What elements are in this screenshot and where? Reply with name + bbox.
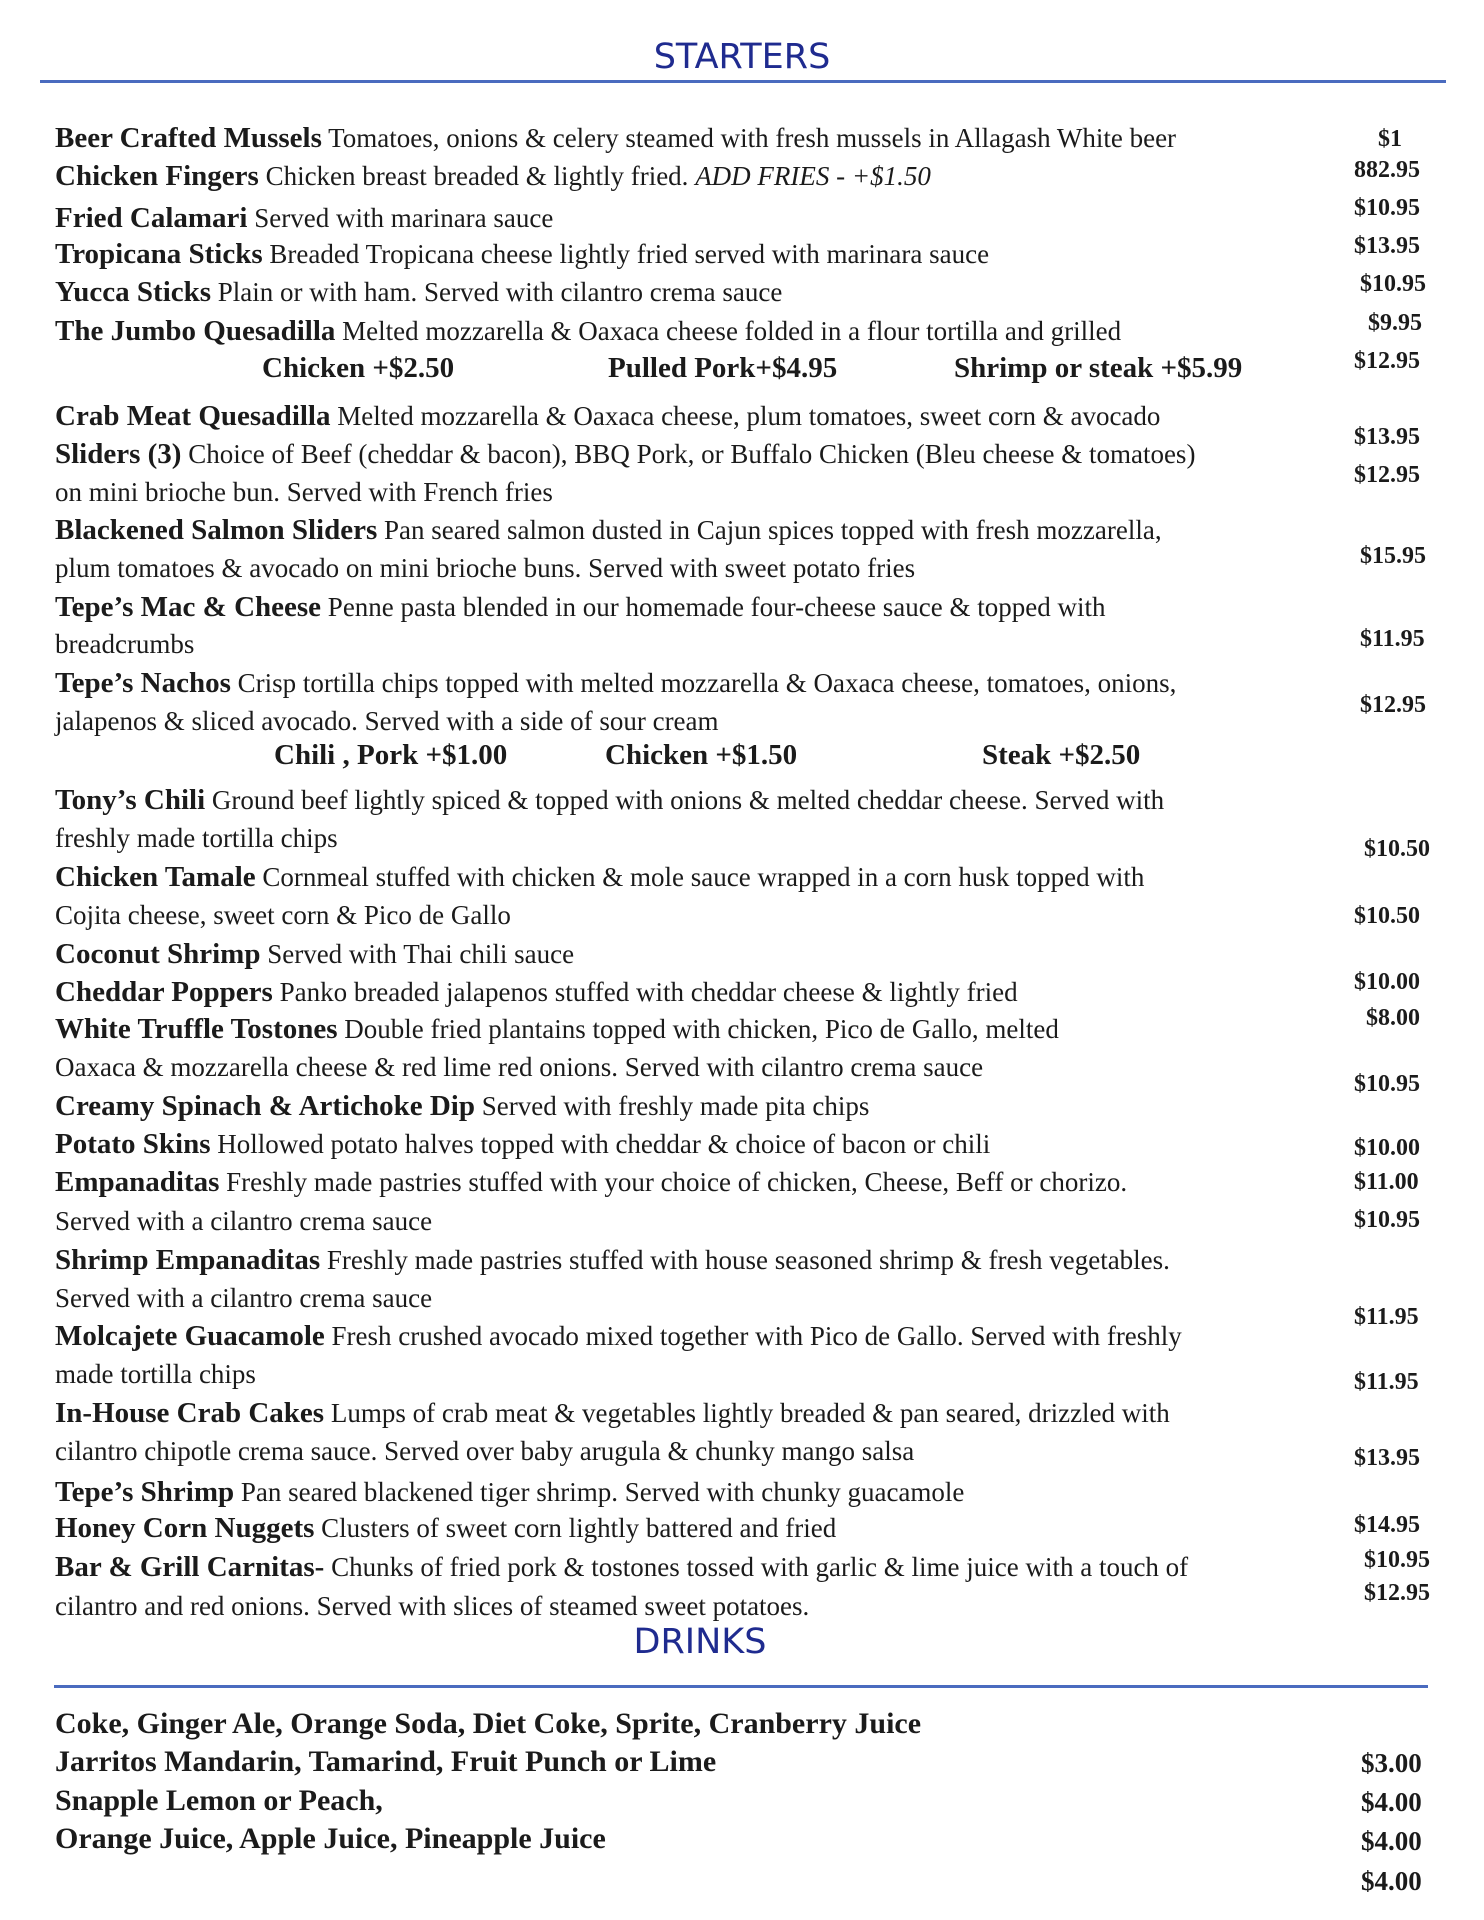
drinks-heading: DRINKS [633, 1622, 767, 1662]
menu-item-price: $13.95 [1354, 233, 1420, 259]
menu-item-description: Oaxaca & mozzarella cheese & red lime red onions. Served with cilantro crema sauce [55, 1052, 984, 1082]
menu-item-description: Chicken breast breaded & lightly fried. [258, 161, 696, 191]
menu-item-description: Choice of Beef (cheddar & bacon), BBQ Pork, or Buffalo Chicken (Bleu cheese & tomatoes) [181, 439, 1196, 469]
menu-item-name: Molcajete Guacamole [55, 1320, 325, 1352]
menu-item-description: Lumps of crab meat & vegetables lightly breaded & pan seared, drizzled with [324, 1398, 1170, 1428]
menu-item-description: Penne pasta blended in our homemade four-cheese sauce & topped with [321, 592, 1106, 622]
menu-item-line [55, 122, 1176, 154]
starters-divider [40, 80, 1446, 83]
menu-item-description: Served with a cilantro crema sauce [55, 1283, 433, 1313]
menu-item-line [55, 1358, 256, 1390]
menu-item-line [55, 1282, 432, 1314]
menu-item-line [55, 552, 915, 584]
menu-item-description: Clusters of sweet corn lightly battered and fried [314, 1513, 837, 1543]
menu-item-price: $9.95 [1368, 310, 1422, 336]
quesadilla-option: Shrimp or steak +$5.99 [954, 352, 1243, 384]
menu-item-description: Served with freshly made pita chips [474, 1091, 870, 1121]
menu-item-line [55, 438, 1195, 470]
menu-item-name: Tepe’s Nachos [55, 667, 231, 699]
menu-item-description: Pan seared blackened tiger shrimp. Served with chunky guacamole [234, 1477, 965, 1507]
menu-item-name: Beer Crafted Mussels [55, 122, 322, 154]
drink-item: Jarritos Mandarin, Tamarind, Fruit Punch or Lime [55, 1745, 717, 1778]
menu-item-name: Crab Meat Quesadilla [55, 400, 331, 432]
starters-heading: STARTERS [653, 37, 831, 77]
menu-item-price: $12.95 [1354, 462, 1420, 488]
menu-item-line [55, 1244, 1170, 1276]
menu-item-line [55, 861, 1144, 893]
menu-item-name: Blackened Salmon Sliders [55, 514, 378, 546]
drink-price: $4.00 [1361, 1826, 1422, 1856]
menu-item-price: $10.00 [1354, 969, 1420, 995]
menu-item-price: $13.95 [1354, 424, 1420, 450]
menu-item-line [55, 1013, 1059, 1045]
menu-item-price: $11.95 [1360, 626, 1425, 652]
menu-item-description: Cornmeal stuffed with chicken & mole sauce wrapped in a corn husk topped with [255, 862, 1145, 892]
menu-item-description: Tomatoes, onions & celery steamed with fresh mussels in Allagash White beer [321, 123, 1177, 153]
menu-item-name: Tepe’s Shrimp [55, 1476, 235, 1508]
menu-item-price: $11.95 [1354, 1304, 1419, 1330]
menu-item-note: ADD FRIES - +$1.50 [695, 161, 931, 191]
nacho-option: Chili , Pork +$1.00 [274, 739, 508, 771]
menu-item-price: $10.50 [1364, 836, 1430, 862]
menu-item-name: The Jumbo Quesadilla [55, 315, 336, 347]
drink-price: $4.00 [1361, 1866, 1422, 1896]
menu-item-name: Chicken Tamale [55, 861, 256, 893]
menu-item-price: $13.95 [1354, 1445, 1420, 1471]
menu-item-description: Fresh crushed avocado mixed together with Pico de Gallo. Served with freshly [324, 1321, 1182, 1351]
menu-item-price: $1 [1378, 126, 1402, 152]
menu-item-price: $14.95 [1354, 1512, 1420, 1538]
menu-item-price: $10.95 [1360, 271, 1426, 297]
menu-item-line [55, 822, 338, 854]
menu-item-line [55, 1090, 869, 1122]
menu-item-description: Melted mozzarella & Oaxaca cheese folded in a flour tortilla and grilled [335, 316, 1122, 346]
menu-item-line [55, 514, 1162, 546]
menu-item-name: Honey Corn Nuggets [55, 1512, 315, 1544]
menu-item-line [55, 1476, 964, 1508]
menu-item-description: made tortilla chips [55, 1359, 256, 1389]
menu-item-line [55, 1397, 1170, 1429]
menu-item-price: $10.95 [1354, 1071, 1420, 1097]
menu-item-price: $12.95 [1364, 1580, 1430, 1606]
menu-item-line [55, 784, 1164, 816]
menu-item-description: Panko breaded jalapenos stuffed with cheddar cheese & lightly fried [272, 977, 1018, 1007]
menu-item-line [55, 628, 194, 660]
menu-item-name: Tepe’s Mac & Cheese [55, 591, 322, 623]
menu-item-line [55, 938, 574, 970]
menu-item-price: $10.95 [1354, 1207, 1420, 1233]
menu-item-line [55, 1435, 914, 1467]
menu-item-price: $11.00 [1354, 1169, 1419, 1195]
menu-item-name: In-House Crab Cakes [55, 1397, 325, 1429]
menu-item-price: $12.95 [1354, 348, 1420, 374]
menu-item-name: Sliders (3) [55, 438, 182, 470]
menu-item-name: Yucca Sticks [55, 276, 212, 308]
menu-item-description: Cojita cheese, sweet corn & Pico de Gallo [55, 900, 511, 930]
menu-item-line [55, 160, 931, 192]
menu-item-description: Served with marinara sauce [247, 203, 554, 233]
menu-item-description: freshly made tortilla chips [55, 823, 338, 853]
menu-item-price: $10.50 [1354, 903, 1420, 929]
menu-item-name: Bar & Grill Carnitas- [55, 1551, 325, 1583]
menu-item-line [55, 1205, 432, 1237]
menu-item-description: Chunks of fried pork & tostones tossed with garlic & lime juice with a touch of [324, 1552, 1189, 1582]
menu-item-name: Shrimp Empanaditas [55, 1244, 321, 1276]
menu-item-line [55, 1128, 990, 1160]
menu-item-description: Breaded Tropicana cheese lightly fried served with marinara sauce [262, 239, 990, 269]
menu-item-description: breadcrumbs [55, 629, 195, 659]
menu-item-description: Double fried plantains topped with chicken, Pico de Gallo, melted [337, 1014, 1059, 1044]
quesadilla-option: Pulled Pork+$4.95 [608, 352, 838, 384]
menu-item-name: Chicken Fingers [55, 160, 259, 192]
menu-item-description: cilantro and red onions. Served with slices of steamed sweet potatoes. [55, 1591, 810, 1621]
menu-item-description: Ground beef lightly spiced & topped with onions & melted cheddar cheese. Served with [205, 785, 1165, 815]
nacho-option: Steak +$2.50 [982, 739, 1141, 771]
menu-item-description: Plain or with ham. Served with cilantro crema sauce [211, 277, 783, 307]
menu-item-description: jalapenos & sliced avocado. Served with a side of sour cream [55, 706, 719, 736]
menu-item-name: Fried Calamari [55, 202, 248, 234]
drink-item: Orange Juice, Apple Juice, Pineapple Juice [55, 1822, 606, 1855]
menu-item-description: Pan seared salmon dusted in Cajun spices topped with fresh mozzarella, [377, 515, 1162, 545]
menu-item-line [55, 705, 719, 737]
menu-item-description: Freshly made pastries stuffed with your choice of chicken, Cheese, Beff or chorizo. [219, 1167, 1128, 1197]
menu-item-line [55, 400, 1160, 432]
menu-item-line [55, 476, 553, 508]
menu-item-description: on mini brioche bun. Served with French fries [55, 477, 553, 507]
menu-item-name: Creamy Spinach & Artichoke Dip [55, 1090, 475, 1122]
menu-item-line [55, 976, 1018, 1008]
menu-item-line [55, 591, 1106, 623]
menu-item-price: $11.95 [1354, 1369, 1419, 1395]
menu-item-line [55, 1590, 809, 1622]
drink-item: Snapple Lemon or Peach, [55, 1784, 383, 1817]
menu-item-description: plum tomatoes & avocado on mini brioche buns. Served with sweet potato fries [55, 553, 916, 583]
menu-item-description: Melted mozzarella & Oaxaca cheese, plum tomatoes, sweet corn & avocado [330, 401, 1161, 431]
drink-price: $3.00 [1361, 1748, 1422, 1778]
menu-item-description: Served with Thai chili sauce [260, 939, 575, 969]
menu-item-name: Coconut Shrimp [55, 938, 261, 970]
menu-item-name: Tony’s Chili [55, 784, 206, 816]
menu-item-line [55, 202, 553, 234]
menu-item-description: Crisp tortilla chips topped with melted mozzarella & Oaxaca cheese, tomatoes, onions, [230, 668, 1177, 698]
menu-item-name: Empanaditas [55, 1166, 220, 1198]
menu-item-name: Potato Skins [55, 1128, 211, 1160]
menu-item-name: White Truffle Tostones [55, 1013, 338, 1045]
menu-item-name: Cheddar Poppers [55, 976, 273, 1008]
menu-item-description: Freshly made pastries stuffed with house seasoned shrimp & fresh vegetables. [320, 1245, 1170, 1275]
menu-item-price: $10.95 [1354, 195, 1420, 221]
menu-item-price: 882.95 [1354, 157, 1420, 183]
menu-item-line [55, 899, 511, 931]
menu-item-line [55, 315, 1121, 347]
nacho-option: Chicken +$1.50 [605, 739, 798, 771]
menu-item-line [55, 1551, 1188, 1583]
drink-item: Coke, Ginger Ale, Orange Soda, Diet Coke, Sprite, Cranberry Juice [55, 1707, 922, 1740]
menu-item-line [55, 276, 782, 308]
menu-item-price: $10.95 [1364, 1547, 1430, 1573]
menu-item-name: Tropicana Sticks [55, 238, 263, 270]
menu-item-price: $15.95 [1360, 543, 1426, 569]
menu-item-line [55, 1512, 836, 1544]
menu-item-price: $10.00 [1354, 1135, 1420, 1161]
drinks-divider [54, 1685, 1428, 1688]
menu-item-line [55, 1051, 983, 1083]
menu-item-line [55, 667, 1176, 699]
drink-price: $4.00 [1361, 1787, 1422, 1817]
quesadilla-option: Chicken +$2.50 [262, 352, 455, 384]
menu-item-description: Served with a cilantro crema sauce [55, 1206, 433, 1236]
menu-item-line [55, 1320, 1182, 1352]
menu-item-price: $8.00 [1366, 1005, 1420, 1031]
menu-item-line [55, 1166, 1127, 1198]
menu-item-description: Hollowed potato halves topped with cheddar & choice of bacon or chili [210, 1129, 991, 1159]
menu-item-price: $12.95 [1360, 692, 1426, 718]
menu-item-description: cilantro chipotle crema sauce. Served over baby arugula & chunky mango salsa [55, 1436, 915, 1466]
menu-item-line [55, 238, 989, 270]
